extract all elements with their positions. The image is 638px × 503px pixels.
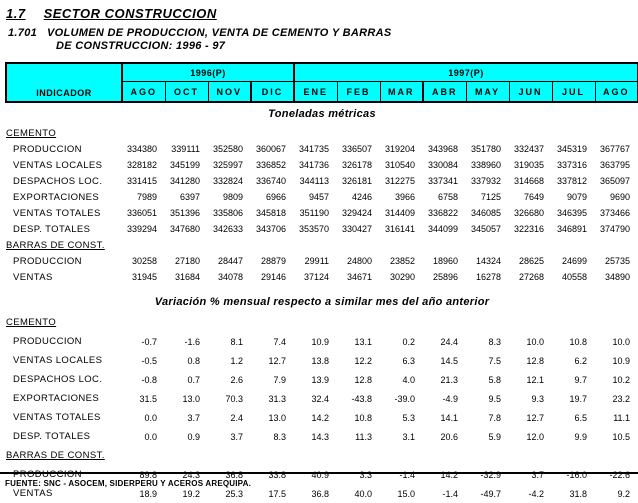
value-cell: 346395 xyxy=(556,208,588,218)
value-cell: 6.2 xyxy=(574,355,588,366)
year-group-header: 1997(P) xyxy=(294,63,638,82)
month-header: JUL xyxy=(552,82,595,103)
value-cell: 339111 xyxy=(171,144,200,154)
value-cell: 19.7 xyxy=(569,393,588,404)
value-cell: 17.5 xyxy=(268,488,287,499)
value-cell: 12.8 xyxy=(526,355,545,366)
value-cell: -22.6 xyxy=(609,469,631,480)
value-cell: 30290 xyxy=(390,272,416,282)
value-cell: 12.2 xyxy=(354,355,373,366)
value-cell: -32.9 xyxy=(480,469,502,480)
value-cell: 353570 xyxy=(298,224,330,234)
value-cell: 335806 xyxy=(212,208,243,218)
value-cell: 28625 xyxy=(519,256,545,266)
value-cell: 14.3 xyxy=(311,431,330,442)
value-cell: 332824 xyxy=(212,176,243,186)
value-cell: 10.5 xyxy=(612,431,631,442)
value-cell: 339294 xyxy=(126,224,157,234)
value-cell: 345199 xyxy=(169,160,200,170)
value-cell: 328182 xyxy=(126,160,157,170)
value-cell: -0.7 xyxy=(141,336,157,347)
indicator-label: VENTAS TOTALES xyxy=(13,207,101,219)
value-cell: 9079 xyxy=(567,192,588,202)
value-cell: 343968 xyxy=(427,144,459,154)
year-group-header: 1996(P) xyxy=(122,63,294,82)
value-cell: 3.7 xyxy=(187,412,200,423)
value-cell: 314409 xyxy=(384,208,416,218)
value-cell: 25.3 xyxy=(225,488,243,499)
value-cell: 40.9 xyxy=(311,469,330,480)
group-header-label: BARRAS DE CONST. xyxy=(6,239,105,251)
value-cell: -0.8 xyxy=(141,374,157,385)
value-cell: 365097 xyxy=(600,176,631,186)
value-cell: 11.1 xyxy=(613,412,631,423)
value-cell: 374790 xyxy=(600,224,631,234)
value-cell: 89.8 xyxy=(139,469,157,480)
indicator-label: VENTAS xyxy=(13,271,53,283)
value-cell: 336051 xyxy=(126,208,157,218)
value-cell: 345818 xyxy=(255,208,287,218)
value-cell: 0.0 xyxy=(144,431,157,442)
value-cell: 33.8 xyxy=(268,469,287,480)
value-cell: 336740 xyxy=(255,176,287,186)
value-cell: 310540 xyxy=(384,160,416,170)
value-cell: 367767 xyxy=(600,144,631,154)
month-header: OCT xyxy=(165,82,208,103)
value-cell: -1.6 xyxy=(184,336,200,347)
value-cell: 0.7 xyxy=(187,374,200,385)
value-cell: 14.2 xyxy=(311,412,330,423)
value-cell: 21.3 xyxy=(440,374,459,385)
value-cell: 330427 xyxy=(341,224,373,234)
value-cell: 10.0 xyxy=(612,336,631,347)
value-cell: 345319 xyxy=(556,144,588,154)
table-row xyxy=(6,205,638,221)
month-header: AGO xyxy=(122,82,165,103)
value-cell: 28447 xyxy=(217,256,243,266)
value-cell: 5.9 xyxy=(488,431,502,442)
value-cell: 346085 xyxy=(470,208,502,218)
value-cell: 343706 xyxy=(255,224,287,234)
value-cell: 18960 xyxy=(433,256,459,266)
value-cell: 326178 xyxy=(341,160,373,170)
value-cell: 5.3 xyxy=(402,412,416,423)
value-cell: 25735 xyxy=(605,256,631,266)
section-title-text: SECTOR CONSTRUCCION xyxy=(43,6,217,21)
value-cell: 325997 xyxy=(212,160,243,170)
value-cell: 3.3 xyxy=(359,469,373,480)
value-cell: 6758 xyxy=(438,192,459,202)
value-cell: 330084 xyxy=(427,160,459,170)
value-cell: 10.8 xyxy=(569,336,588,347)
value-cell: 345057 xyxy=(470,224,502,234)
value-cell: -1.4 xyxy=(399,469,416,480)
month-header: MAR xyxy=(380,82,423,103)
group-header xyxy=(6,446,638,465)
value-cell: 24.4 xyxy=(440,336,459,347)
table-row xyxy=(6,141,638,157)
group-header-label: BARRAS DE CONST. xyxy=(6,450,105,461)
value-cell: -39.0 xyxy=(394,393,416,404)
value-cell: 331415 xyxy=(126,176,157,186)
month-header: NOV xyxy=(208,82,251,103)
value-cell: 9457 xyxy=(309,192,330,202)
group-header-label: CEMENTO xyxy=(6,317,57,328)
value-cell: 29146 xyxy=(261,272,287,282)
value-cell: 3.1 xyxy=(402,431,416,442)
group-header xyxy=(6,125,638,141)
indicator-label: DESP. TOTALES xyxy=(13,223,91,235)
value-cell: 4246 xyxy=(352,192,373,202)
value-cell: 13.1 xyxy=(354,336,373,347)
value-cell: -0.5 xyxy=(141,355,157,366)
value-cell: 36.8 xyxy=(311,488,330,499)
table-row xyxy=(6,427,638,446)
value-cell: 9690 xyxy=(610,192,631,202)
month-header: ENE xyxy=(294,82,337,103)
indicator-label: VENTAS TOTALES xyxy=(13,412,101,423)
value-cell: 316141 xyxy=(384,224,416,234)
value-cell: 341736 xyxy=(298,160,330,170)
indicator-label: DESP. TOTALES xyxy=(13,431,91,442)
value-cell: 336852 xyxy=(255,160,287,170)
value-cell: 341280 xyxy=(169,176,200,186)
value-cell: 337341 xyxy=(427,176,459,186)
value-cell: 3.7 xyxy=(531,469,545,480)
value-cell: 13.8 xyxy=(311,355,330,366)
value-cell: 322316 xyxy=(513,224,545,234)
table-row xyxy=(6,408,638,427)
value-cell: 7989 xyxy=(136,192,157,202)
group-header xyxy=(6,313,638,332)
value-cell: 37124 xyxy=(304,272,330,282)
value-cell: 341735 xyxy=(298,144,330,154)
value-cell: 6.3 xyxy=(402,355,416,366)
value-cell: 346891 xyxy=(556,224,588,234)
value-cell: 27180 xyxy=(174,256,200,266)
value-cell: 0.9 xyxy=(187,431,200,442)
value-cell: 12.0 xyxy=(526,431,545,442)
value-cell: 28879 xyxy=(261,256,287,266)
table-row xyxy=(6,189,638,205)
value-cell: 15.0 xyxy=(397,488,416,499)
value-cell: 3.7 xyxy=(230,431,243,442)
value-cell: 5.8 xyxy=(488,374,502,385)
value-cell: 7125 xyxy=(481,192,502,202)
section-number: 1.7 xyxy=(6,6,26,21)
value-cell: 8.3 xyxy=(488,336,502,347)
value-cell: 19.2 xyxy=(182,488,200,499)
value-cell: 326680 xyxy=(513,208,545,218)
value-cell: 23.2 xyxy=(612,393,631,404)
value-cell: 326181 xyxy=(341,176,373,186)
value-cell: 4.0 xyxy=(402,374,416,385)
month-header: AGO xyxy=(595,82,638,103)
table-row xyxy=(6,351,638,370)
value-cell: -16.0 xyxy=(566,469,588,480)
value-cell: 11.3 xyxy=(355,431,373,442)
value-cell: 14.1 xyxy=(440,412,459,423)
value-cell: 7.9 xyxy=(273,374,287,385)
value-cell: 360067 xyxy=(255,144,287,154)
value-cell: 312275 xyxy=(384,176,416,186)
section-title xyxy=(6,6,636,21)
value-cell: 6966 xyxy=(266,192,287,202)
value-cell: 29911 xyxy=(304,256,330,266)
value-cell: 347680 xyxy=(169,224,200,234)
table-row xyxy=(6,269,638,285)
footer xyxy=(0,472,638,488)
value-cell: -49.7 xyxy=(480,488,502,499)
value-cell: 34078 xyxy=(217,272,243,282)
value-cell: 32.4 xyxy=(311,393,330,404)
value-cell: 14324 xyxy=(476,256,502,266)
section-title: Variación % mensual respecto a similar mes del año anterior xyxy=(154,296,490,308)
value-cell: 18.9 xyxy=(139,488,157,499)
indicator-label: PRODUCCION xyxy=(13,469,82,480)
value-cell: -4.2 xyxy=(528,488,545,499)
value-cell: 0.8 xyxy=(187,355,200,366)
value-cell: 31.8 xyxy=(569,488,588,499)
table-row xyxy=(6,389,638,408)
value-cell: 334380 xyxy=(126,144,157,154)
month-header: MAY xyxy=(466,82,509,103)
value-cell: 344099 xyxy=(427,224,459,234)
month-header: ABR xyxy=(423,82,466,103)
value-cell: 8.1 xyxy=(230,336,243,347)
value-cell: 31684 xyxy=(174,272,200,282)
indicator-label: PRODUCCION xyxy=(13,143,82,155)
value-cell: 332437 xyxy=(513,144,545,154)
value-cell: 10.2 xyxy=(612,374,631,385)
value-cell: 16278 xyxy=(476,272,502,282)
table-row xyxy=(6,173,638,189)
value-cell: 40.0 xyxy=(354,488,373,499)
table-row xyxy=(6,157,638,173)
value-cell: 7649 xyxy=(524,192,545,202)
value-cell: 14.5 xyxy=(440,355,459,366)
value-cell: 7.8 xyxy=(488,412,502,423)
indicator-label: EXPORTACIONES xyxy=(13,393,100,404)
value-cell: 30258 xyxy=(131,256,157,266)
value-cell: 351190 xyxy=(299,208,330,218)
value-cell: 25896 xyxy=(433,272,459,282)
value-cell: 0.2 xyxy=(402,336,416,347)
table-number: 1.701 xyxy=(8,27,38,39)
value-cell: 337316 xyxy=(556,160,588,170)
indicator-label: VENTAS LOCALES xyxy=(13,159,103,171)
value-cell: 10.9 xyxy=(612,355,631,366)
indicator-label: DESPACHOS LOC. xyxy=(13,175,103,187)
value-cell: 344113 xyxy=(299,176,330,186)
value-cell: 14.2 xyxy=(440,469,459,480)
value-cell: 10.9 xyxy=(311,336,330,347)
value-cell: 34890 xyxy=(605,272,631,282)
value-cell: 24800 xyxy=(347,256,373,266)
value-cell: 13.0 xyxy=(268,412,287,423)
value-cell: 10.0 xyxy=(526,336,545,347)
month-header: JUN xyxy=(509,82,552,103)
value-cell: 373466 xyxy=(600,208,631,218)
table-title-text: VOLUMEN DE PRODUCCION, VENTA DE CEMENTO Y BARRAS xyxy=(47,27,392,39)
table-row xyxy=(6,221,638,237)
value-cell: 6.5 xyxy=(574,412,588,423)
value-cell: 9.9 xyxy=(574,431,588,442)
table-row xyxy=(6,332,638,351)
section-title: Toneladas métricas xyxy=(268,108,376,120)
value-cell: 9.5 xyxy=(488,393,502,404)
value-cell: 7.4 xyxy=(273,336,287,347)
value-cell: 363795 xyxy=(600,160,631,170)
table-title-line2: DE CONSTRUCCION: 1996 - 97 xyxy=(56,40,226,52)
value-cell: -1.4 xyxy=(442,488,459,499)
value-cell: 314668 xyxy=(513,176,545,186)
value-cell: 13.0 xyxy=(182,393,200,404)
indicator-label: VENTAS xyxy=(13,488,53,499)
indicator-label: PRODUCCION xyxy=(13,255,82,267)
value-cell: 351396 xyxy=(169,208,200,218)
value-cell: 31.3 xyxy=(268,393,287,404)
value-cell: 34671 xyxy=(347,272,373,282)
value-cell: 319035 xyxy=(513,160,545,170)
value-cell: 12.7 xyxy=(526,412,545,423)
value-cell: 9809 xyxy=(222,192,243,202)
value-cell: 20.6 xyxy=(440,431,459,442)
value-cell: 7.5 xyxy=(488,355,502,366)
value-cell: 0.0 xyxy=(144,412,157,423)
indicator-label: VENTAS LOCALES xyxy=(13,355,103,366)
value-cell: 351780 xyxy=(470,144,502,154)
value-cell: 31.5 xyxy=(139,393,157,404)
value-cell: 336822 xyxy=(427,208,459,218)
indicator-label: DESPACHOS LOC. xyxy=(13,374,103,385)
value-cell: 24699 xyxy=(562,256,588,266)
indicator-label: PRODUCCION xyxy=(13,336,82,347)
value-cell: 352580 xyxy=(212,144,243,154)
value-cell: 2.6 xyxy=(230,374,243,385)
value-cell: 337932 xyxy=(470,176,502,186)
value-cell: 329424 xyxy=(341,208,373,218)
value-cell: 1.2 xyxy=(230,355,243,366)
value-cell: 13.9 xyxy=(311,374,330,385)
value-cell: 338960 xyxy=(470,160,502,170)
source-note: FUENTE: SNC - ASOCEM, SIDERPERU Y ACEROS AREQUIPA. xyxy=(5,479,252,488)
value-cell: 40558 xyxy=(562,272,588,282)
statistics-table xyxy=(5,62,638,503)
value-cell: 8.3 xyxy=(273,431,287,442)
table-body xyxy=(6,102,638,503)
value-cell: 31945 xyxy=(131,272,157,282)
value-cell: 9.3 xyxy=(531,393,545,404)
table-title-line1 xyxy=(8,27,636,39)
value-cell: 9.2 xyxy=(617,488,631,499)
month-header: DIC xyxy=(251,82,294,103)
table-header xyxy=(6,63,638,102)
indicator-label: EXPORTACIONES xyxy=(13,191,100,203)
value-cell: 36.8 xyxy=(225,469,243,480)
group-header xyxy=(6,237,638,253)
value-cell: 9.7 xyxy=(574,374,588,385)
value-cell: 27268 xyxy=(519,272,545,282)
value-cell: -43.8 xyxy=(351,393,373,404)
value-cell: 12.8 xyxy=(354,374,373,385)
value-cell: -4.9 xyxy=(442,393,459,404)
table-row xyxy=(6,253,638,269)
value-cell: 342633 xyxy=(212,224,243,234)
indicator-column-header: INDICADOR xyxy=(6,63,122,102)
value-cell: 70.3 xyxy=(225,393,243,404)
value-cell: 12.1 xyxy=(526,374,545,385)
value-cell: 12.7 xyxy=(268,355,287,366)
value-cell: 23852 xyxy=(390,256,416,266)
value-cell: 2.4 xyxy=(230,412,243,423)
value-cell: 336507 xyxy=(341,144,373,154)
value-cell: 3966 xyxy=(395,192,416,202)
value-cell: 337812 xyxy=(556,176,588,186)
group-header-label: CEMENTO xyxy=(6,127,57,139)
month-header: FEB xyxy=(337,82,380,103)
value-cell: 6397 xyxy=(179,192,200,202)
value-cell: 24.3 xyxy=(182,469,200,480)
value-cell: 10.8 xyxy=(354,412,373,423)
value-cell: 319204 xyxy=(384,144,416,154)
table-row xyxy=(6,370,638,389)
